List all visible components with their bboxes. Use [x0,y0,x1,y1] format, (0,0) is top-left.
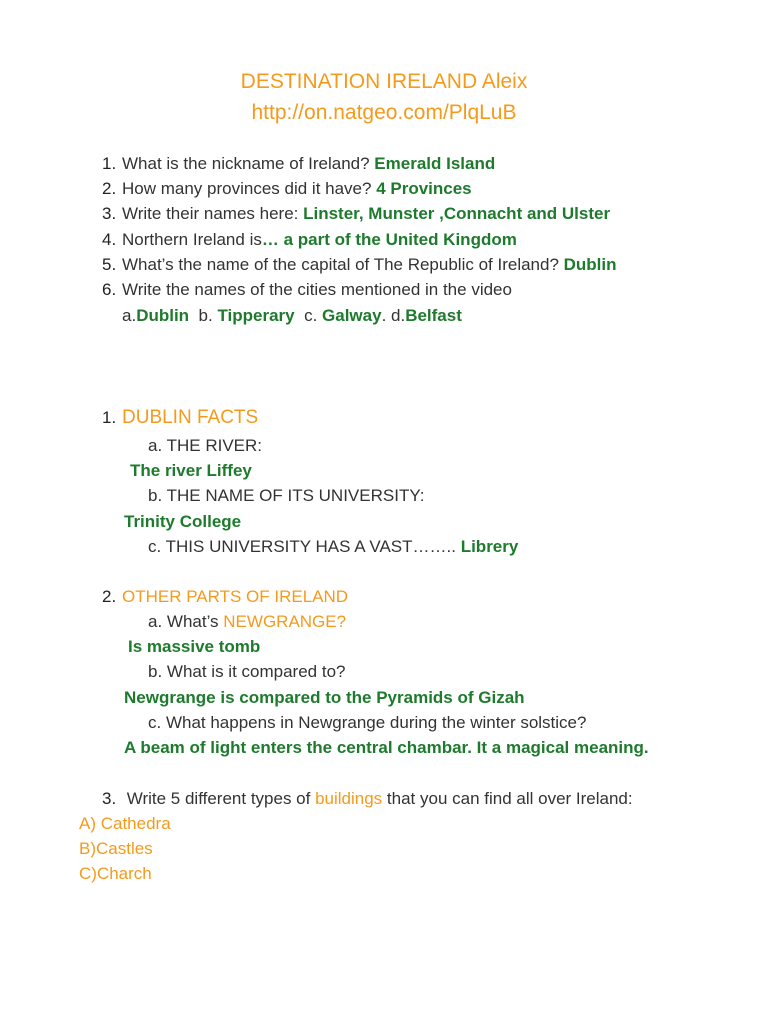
question-text: How many provinces did it have? [122,179,377,198]
answer-text: Linster, Munster ,Connacht and Ulster [303,204,611,223]
river-answer: The river Liffey [130,461,252,480]
question-5 [102,254,617,276]
question-number: 3. [102,204,117,223]
question-text: What’s the name of the capital of The Republic of Ireland? [122,255,564,274]
solstice-answer: A beam of light enters the central chambar. It a magical meaning. [124,738,649,757]
compared-question: b. What is it compared to? [148,662,346,681]
compared-answer: Newgrange is compared to the Pyramids of Gizah [124,688,525,707]
answer-text: Dublin [563,255,617,274]
question-number: 6. [102,280,117,299]
document-title: DESTINATION IRELAND Aleix [240,70,528,93]
university-question: b. THE NAME OF ITS UNIVERSITY: [148,486,425,505]
question-number: 2. [102,179,117,198]
answer-text: Emerald Island [374,154,496,173]
city-belfast: Belfast [405,306,462,325]
question-6 [102,279,512,301]
library-question: c. THIS UNIVERSITY HAS A VAST…….. Librery [148,537,519,556]
library-answer: Librery [460,537,519,556]
city-tipperary: Tipperary [217,306,295,325]
building-item: A) Cathedra [79,814,171,833]
answer-text: 4 Provinces [376,179,472,198]
city-galway: Galway [322,306,382,325]
city-dublin: Dublin [136,306,190,325]
building-item: B)Castles [79,839,153,858]
answer-text: … a part of the United Kingdom [261,230,517,249]
question-number: 4. [102,230,117,249]
cities-answer: a.Dublin b. Tipperary c. Galway. d.Belfast [122,306,462,325]
question-text: What is the nickname of Ireland? [122,154,375,173]
question-3 [102,203,610,225]
question-1 [102,153,495,175]
question-text: Write the names of the cities mentioned in the video [122,280,512,299]
buildings-question: 3. Write 5 different types of buildings that you can find all over Ireland: [102,789,633,808]
newgrange-answer: Is massive tomb [128,637,261,656]
newgrange-question: a. What’s NEWGRANGE? [148,612,347,631]
question-number: 1. [102,154,117,173]
building-item: C)Charch [79,864,152,883]
university-answer: Trinity College [124,512,242,531]
video-link[interactable]: http://on.natgeo.com/PlqLuB [251,101,517,124]
river-question: a. THE RIVER: [148,436,262,455]
solstice-question: c. What happens in Newgrange during the winter solstice? [148,713,587,732]
dublin-facts-heading: 1. DUBLIN FACTS [102,407,259,428]
question-4 [102,229,517,251]
question-text: Northern Ireland is [122,230,262,249]
question-number: 5. [102,255,117,274]
question-2 [102,178,472,200]
question-text: Write their names here: [122,204,304,223]
other-parts-heading: 2. OTHER PARTS OF IRELAND [102,587,349,606]
